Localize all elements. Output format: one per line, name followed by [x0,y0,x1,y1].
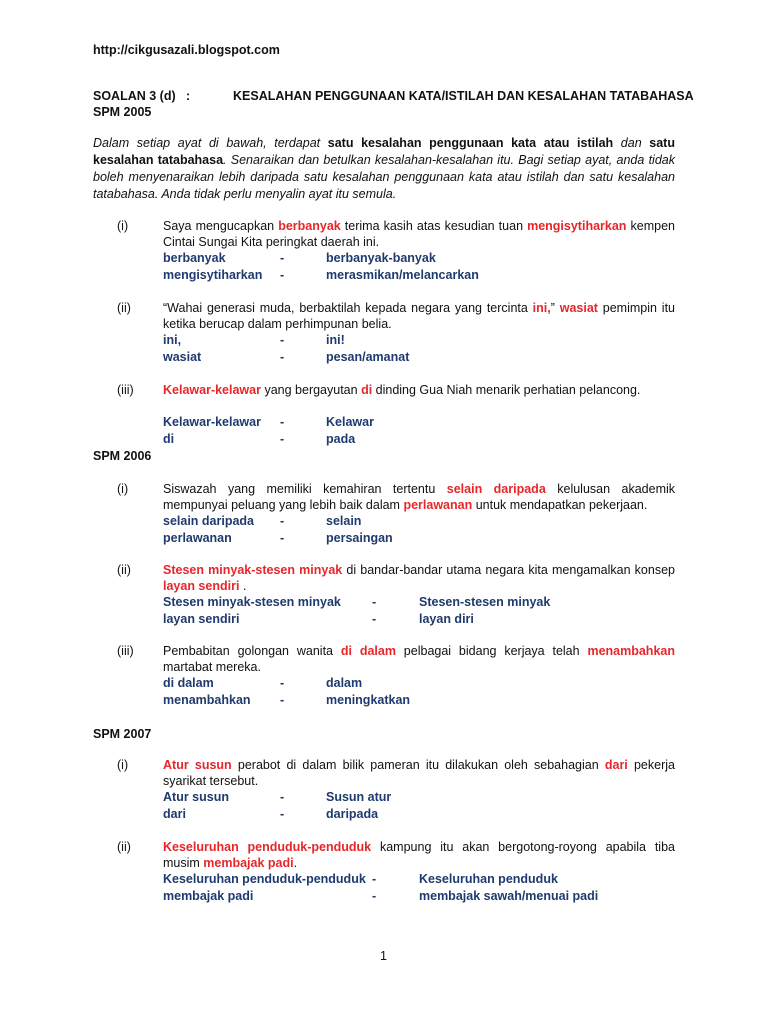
question-sentence [163,839,675,871]
answer-dash: - [280,415,285,429]
wrong-term: Atur susun [163,790,229,804]
error-highlight: dari [604,758,628,772]
correct-term: berbanyak-banyak [326,251,436,265]
sentence-text: kelulusan akademik mempunyai peluang yang lebih baik dalam [163,482,676,512]
instructions-text: dan [613,136,650,150]
sentence-text: Pembabitan golongan wanita [163,644,341,658]
correct-term: Susun atur [326,790,392,804]
sentence-text: pekerja syarikat tersebut. [163,758,675,788]
error-highlight: Atur susun [163,758,232,772]
question-sentence [163,757,675,789]
answer-row [163,513,683,529]
blog-url: http://cikgusazali.blogspot.com [93,43,280,57]
wrong-term: layan sendiri [163,612,240,626]
answer-row [163,250,683,266]
answer-dash: - [372,612,377,626]
sentence-text: kampung itu akan bergotong-royong apabila tiba musim [163,840,675,870]
error-highlight: mengisytiharkan [527,219,627,233]
wrong-term: Kelawar-kelawar [163,415,261,429]
answer-row [163,871,683,887]
wrong-term: menambahkan [163,693,251,707]
sentence-text: pelbagai bidang kerjaya telah [395,644,588,658]
correct-term: merasmikan/melancarkan [326,268,479,282]
section-label: SPM 2005 [93,105,152,119]
correct-term: selain [326,514,362,528]
answer-dash: - [280,268,285,282]
answer-dash: - [372,595,377,609]
wrong-term: Keseluruhan penduduk-penduduk [163,872,366,886]
sentence-text: ” [550,301,560,315]
answer-row [163,267,683,283]
question-sentence [163,643,675,675]
sentence-text: di bandar-bandar utama negara kita mengamalkan konsep [342,563,675,577]
wrong-term: dari [163,807,186,821]
error-highlight: di dalam [340,644,396,658]
error-highlight: membajak padi [203,856,294,870]
answer-row [163,431,683,447]
sentence-text: . [293,856,298,870]
answer-row [163,675,683,691]
sentence-text: . [239,579,247,593]
answer-dash: - [280,432,285,446]
correct-term: persaingan [326,531,393,545]
correct-term: dalam [326,676,363,690]
sentence-text: terima kasih atas kesudian tuan [340,219,528,233]
sentence-text: pemimpin itu ketika berucap dalam perhimpunan belia. [163,301,675,331]
sentence-text: yang bergayutan [260,383,362,397]
item-number: (ii) [117,301,131,315]
answer-row [163,349,683,365]
error-highlight: Keseluruhan penduduk-penduduk [163,840,372,854]
answer-dash: - [280,514,285,528]
correct-term: daripada [326,807,379,821]
answer-dash: - [280,251,285,265]
answer-row [163,806,683,822]
answer-row [163,888,683,904]
instructions-paragraph [93,135,675,203]
answer-dash: - [280,790,285,804]
wrong-term: di [163,432,175,446]
sentence-text: “Wahai generasi muda, berbaktilah kepada negara yang tercinta [163,301,533,315]
error-highlight: berbanyak [278,219,341,233]
error-highlight: ini, [532,301,551,315]
answer-row [163,692,683,708]
error-highlight: di [361,383,373,397]
answer-row [163,414,683,430]
sentence-text: martabat mereka. [163,660,261,674]
question-sentence [163,562,675,594]
question-heading: KESALAHAN PENGGUNAAN KATA/ISTILAH DAN KESALAHAN TATABAHASA [233,89,694,103]
wrong-term: Stesen minyak-stesen minyak [163,595,341,609]
correct-term: Kelawar [326,415,374,429]
answer-dash: - [280,676,285,690]
sentence-text: dinding Gua Niah menarik perhatian pelancong. [372,383,641,397]
correct-term: ini! [326,333,345,347]
answer-dash: - [280,531,285,545]
wrong-term: mengisytiharkan [163,268,263,282]
item-number: (ii) [117,840,131,854]
answer-dash: - [372,872,377,886]
page-number: 1 [380,949,387,963]
section-label: SPM 2006 [93,449,152,463]
instructions-emphasis: satu kesalahan penggunaan kata atau istilah [327,136,614,150]
item-number: (i) [117,758,129,772]
error-highlight: layan sendiri [163,579,240,593]
question-label: SOALAN 3 (d) [93,89,176,103]
error-highlight: Kelawar-kelawar [163,383,261,397]
wrong-term: wasiat [163,350,202,364]
correct-term: membajak sawah/menuai padi [419,889,599,903]
correct-term: pada [326,432,356,446]
wrong-term: ini, [163,333,182,347]
wrong-term: berbanyak [163,251,226,265]
answer-row [163,789,683,805]
correct-term: pesan/amanat [326,350,410,364]
error-highlight: menambahkan [587,644,675,658]
answer-row [163,530,683,546]
answer-dash: - [280,693,285,707]
correct-term: Stesen-stesen minyak [419,595,551,609]
sentence-text: Saya mengucapkan [163,219,279,233]
item-number: (iii) [117,383,134,397]
wrong-term: membajak padi [163,889,254,903]
section-label: SPM 2007 [93,727,152,741]
correct-term: meningkatkan [326,693,411,707]
sentence-text: kempen Cintai Sungai Kita peringkat daerah ini. [163,219,675,249]
error-highlight: perlawanan [403,498,473,512]
sentence-text: untuk mendapatkan pekerjaan. [472,498,648,512]
item-number: (i) [117,482,129,496]
instructions-text: . Senaraikan dan betulkan kesalahan-kesalahan itu. Bagi setiap ayat, anda tidak boleh menyenaraikan lebih daripada satu kesalahan penggunaan kata atau istilah dan satu kesalahan tatabahasa. Anda tidak perlu menyalin ayat itu semula. [93,153,675,201]
error-highlight: selain daripada [446,482,546,496]
question-sentence [163,300,675,332]
answer-row [163,594,683,610]
error-highlight: Stesen minyak-stesen minyak [163,563,343,577]
item-number: (iii) [117,644,134,658]
correct-term: Keseluruhan penduduk [419,872,558,886]
wrong-term: selain daripada [163,514,255,528]
sentence-text: perabot di dalam bilik pameran itu dilakukan oleh sebahagian [231,758,605,772]
sentence-text: Siswazah yang memiliki kemahiran tertentu [163,482,447,496]
title-colon: : [186,89,191,103]
wrong-term: perlawanan [163,531,232,545]
instructions-emphasis: satu kesalahan tatabahasa [93,136,675,167]
question-sentence [163,218,675,250]
correct-term: layan diri [419,612,474,626]
answer-dash: - [280,807,285,821]
wrong-term: di dalam [163,676,214,690]
answer-row [163,611,683,627]
answer-dash: - [280,350,285,364]
question-sentence [163,481,675,513]
item-number: (i) [117,219,129,233]
answer-row [163,332,683,348]
instructions-text: Dalam setiap ayat di bawah, terdapat [93,136,328,150]
question-sentence [163,382,675,398]
error-highlight: wasiat [559,301,598,315]
answer-dash: - [280,333,285,347]
answer-dash: - [372,889,377,903]
item-number: (ii) [117,563,131,577]
